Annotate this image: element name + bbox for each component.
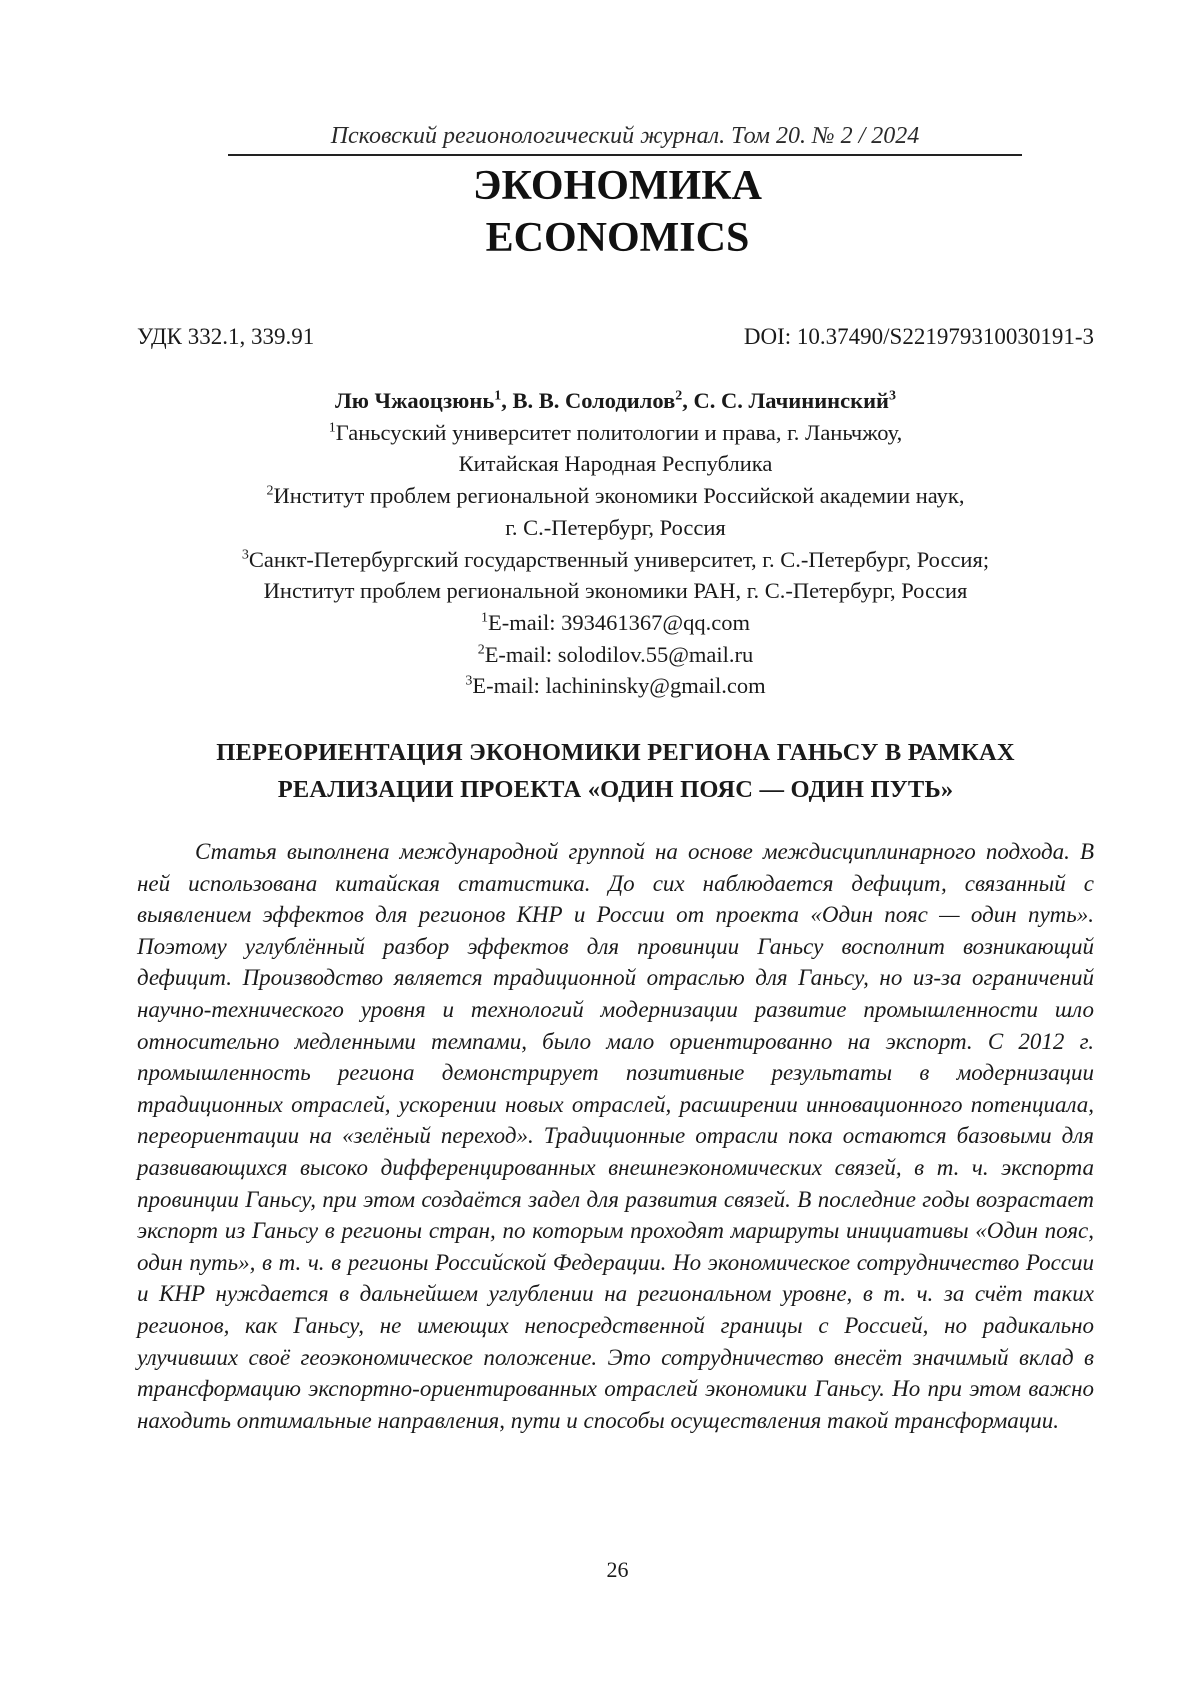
header-rule xyxy=(228,154,1022,156)
author-sup: 1 xyxy=(494,389,501,404)
affiliation-text: Санкт-Петербургский государственный университет, г. С.-Петербург, Россия; xyxy=(249,547,989,572)
author-sup: 3 xyxy=(889,389,896,404)
email-line xyxy=(137,607,1094,639)
email-text: E-mail: 393461367@qq.com xyxy=(488,610,750,635)
journal-page xyxy=(0,0,1200,1704)
email-text: E-mail: lachininsky@gmail.com xyxy=(472,673,765,698)
affiliation-sup: 2 xyxy=(267,484,274,499)
email-line xyxy=(137,639,1094,671)
article-title xyxy=(137,734,1094,808)
affiliation-line xyxy=(137,544,1094,576)
affiliation-text: Институт проблем региональной экономики Российской академии наук, xyxy=(274,483,965,508)
author-separator: , xyxy=(501,388,512,413)
section-title xyxy=(0,160,1200,264)
email-sup: 1 xyxy=(481,610,488,625)
section-title-ru: ЭКОНОМИКА xyxy=(0,160,1200,212)
author-list xyxy=(137,385,1094,417)
authors-affiliations xyxy=(137,385,1094,702)
affiliation-line xyxy=(137,417,1094,449)
author-sup: 2 xyxy=(675,389,682,404)
affiliation-line: Институт проблем региональной экономики РАН, г. С.-Петербург, Россия xyxy=(137,575,1094,607)
affiliation-sup: 1 xyxy=(329,420,336,435)
udc-code: УДК 332.1, 339.91 xyxy=(137,322,314,352)
email-line xyxy=(137,670,1094,702)
doi: DOI: 10.37490/S221979310030191-3 xyxy=(744,322,1094,352)
article-title-line: РЕАЛИЗАЦИИ ПРОЕКТА «ОДИН ПОЯС — ОДИН ПУТЬ» xyxy=(137,771,1094,808)
email-text: E-mail: solodilov.55@mail.ru xyxy=(485,642,754,667)
abstract: Статья выполнена международной группой на основе междисциплинарного подхода. В ней использована китайская статистика. До сих наблюдается дефицит, связанный с выявлением эффектов для регионов КНР и России от проекта «Один пояс — один путь». Поэтому углублённый разбор эффектов для провинции Ганьсу восполнит возникающий дефицит. Производство является традиционной отраслью для Ганьсу, но из-за ограничений научно-технического уровня и технологий модер­низации развитие промышленности шло относительно медленными темпами, было мало ориентированно на экспорт. С 2012 г. промышленность региона демонстри­рует позитивные результаты в модернизации традиционных отраслей, ускорении новых отраслей, расширении инновационного потенциала, переориентации на «зе­лёный переход». Традиционные отрасли пока остаются базовыми для развиваю­щихся высоко дифференцированных внешнеэкономических связей, в т. ч. экспорта провинции Ганьсу, при этом создаётся задел для развития связей. В последние годы возрастает экспорт из Ганьсу в регионы стран, по которым проходят маршруты инициативы «Один пояс, один путь», в т. ч. в регионы Российской Федерации. Но экономическое сотрудничество России и КНР нуждается в дальнейшем углублении на региональном уровне, в т. ч. за счёт таких регионов, как Ганьсу, не имеющих не­посредственной границы с Россией, но радикально улучивших своё геоэкономическое положение. Это сотрудничество внесёт значимый вклад в трансформацию экспор­тно-ориентированных отраслей экономики Ганьсу. Но при этом важно находить оптимальные направления, пути и способы осуществления такой трансформации. xyxy=(137,836,1094,1436)
author-name: В. В. Солодилов xyxy=(512,388,675,413)
meta-row xyxy=(137,322,1094,352)
email-sup: 3 xyxy=(465,674,472,689)
affiliation-line: г. С.-Петербург, Россия xyxy=(137,512,1094,544)
email-sup: 2 xyxy=(478,642,485,657)
affiliation-sup: 3 xyxy=(242,547,249,562)
affiliation-line xyxy=(137,480,1094,512)
page-number: 26 xyxy=(0,1555,1200,1585)
affiliation-text: Ганьсуский университет политологии и права, г. Ланьчжоу, xyxy=(336,420,902,445)
author-name: Лю Чжаоцзюнь xyxy=(335,388,494,413)
article-title-line: ПЕРЕОРИЕНТАЦИЯ ЭКОНОМИКИ РЕГИОНА ГАНЬСУ В РАМКАХ xyxy=(137,734,1094,771)
affiliation-line: Китайская Народная Республика xyxy=(137,448,1094,480)
section-title-en: ECONOMICS xyxy=(0,212,1200,264)
author-separator: , xyxy=(682,388,693,413)
journal-header: Псковский регионологический журнал. Том 20. № 2 / 2024 xyxy=(228,120,1022,152)
author-name: С. С. Лачининский xyxy=(693,388,889,413)
